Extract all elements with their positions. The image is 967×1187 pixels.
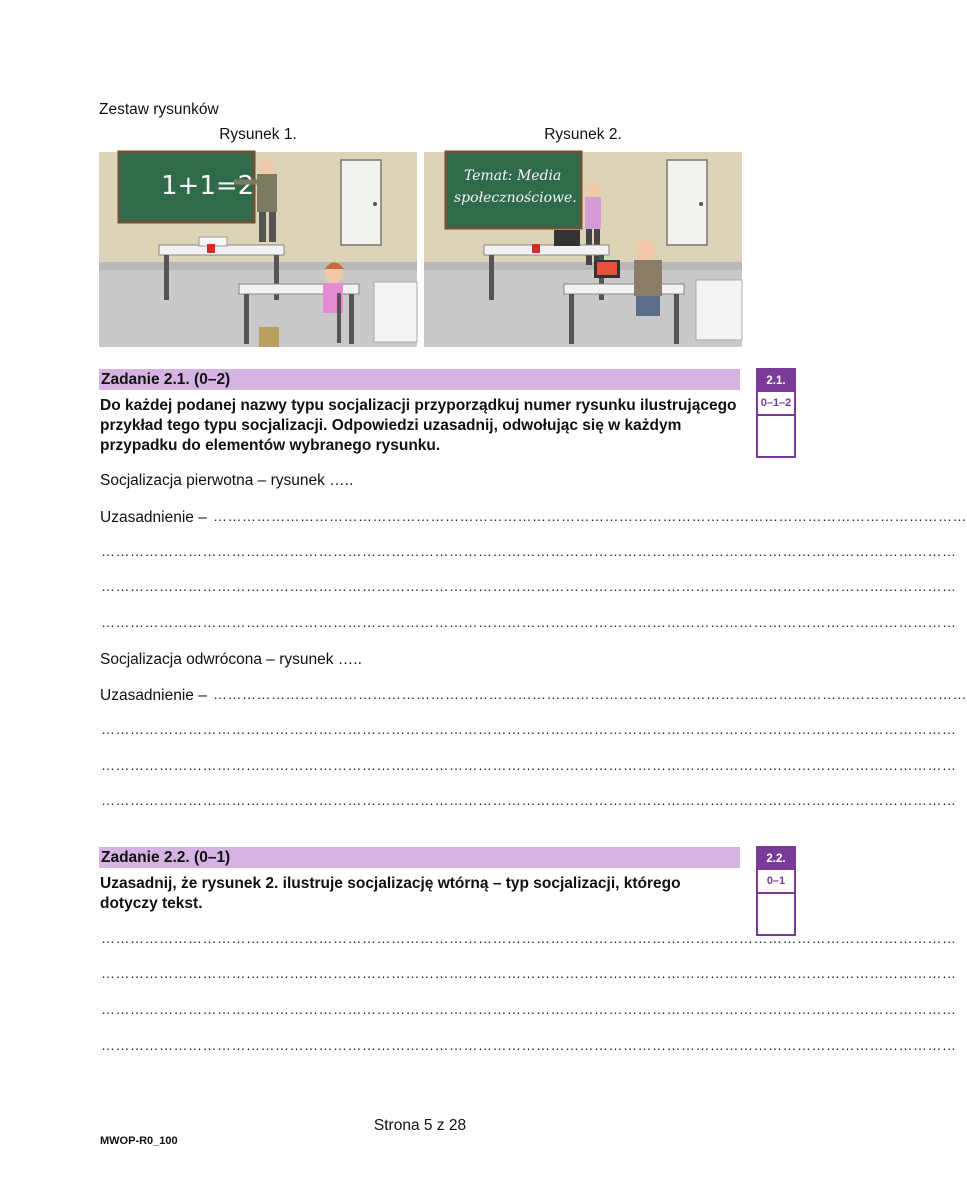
answer-line[interactable]: ……………………………………………………………………………………………………………………………………………………………: [101, 930, 957, 946]
task-2-1-instruction-line2: przykład tego typu socjalizacji. Odpowiedzi uzasadnij, odwołując się w każdym: [100, 417, 682, 434]
answer-line[interactable]: ……………………………………………………………………………………………………………………………………………………………: [101, 1001, 957, 1017]
answer-line[interactable]: …………………………………………………………………………………………………………………………………………: [213, 686, 967, 702]
teacher: [259, 158, 275, 174]
task-2-2-score-number: 2.2.: [758, 848, 794, 870]
task-2-1-part2-prompt: Socjalizacja odwrócona – rysunek …..: [100, 651, 362, 668]
task-2-1-instruction-line3: przypadku do elementów wybranego rysunku.: [100, 437, 441, 454]
task-2-2-header: Zadanie 2.2. (0–1): [99, 847, 740, 868]
board-text-line2: społecznościowe.: [454, 190, 577, 206]
task-2-1-part1-prompt: Socjalizacja pierwotna – rysunek …..: [100, 472, 354, 489]
task-2-1-part2-label: Uzasadnienie –: [100, 687, 207, 704]
figure-2-caption: Rysunek 2.: [544, 126, 622, 143]
answer-line[interactable]: ……………………………………………………………………………………………………………………………………………………………: [101, 1037, 957, 1053]
task-2-1-score-field[interactable]: [758, 416, 794, 456]
answer-line[interactable]: …………………………………………………………………………………………………………………………………………: [213, 508, 967, 524]
answer-line[interactable]: ……………………………………………………………………………………………………………………………………………………………: [101, 578, 957, 594]
page-number: Strona 5 z 28: [373, 1117, 467, 1134]
figure-1-illustration: [99, 152, 417, 347]
answer-line[interactable]: ……………………………………………………………………………………………………………………………………………………………: [101, 757, 957, 773]
task-2-1-instruction-line1: Do każdej podanej nazwy typu socjalizacji przyporządkuj numer rysunku ilustrującego: [100, 397, 737, 414]
figure-2-illustration: [424, 152, 742, 347]
task-2-1-score-range: 0–1–2: [758, 392, 794, 416]
young-teacher: [586, 183, 600, 197]
task-2-2-instruction-line1: Uzasadnij, że rysunek 2. ilustruje socjalizację wtórną – typ socjalizacji, którego: [100, 875, 681, 892]
answer-line[interactable]: ……………………………………………………………………………………………………………………………………………………………: [101, 614, 957, 630]
task-2-2-score-box: [756, 846, 796, 936]
figure-1-caption: Rysunek 1.: [219, 126, 297, 143]
answer-line[interactable]: ……………………………………………………………………………………………………………………………………………………………: [101, 721, 957, 737]
section-title: Zestaw rysunków: [99, 101, 219, 118]
task-2-2-score-field[interactable]: [758, 894, 794, 934]
answer-line[interactable]: ……………………………………………………………………………………………………………………………………………………………: [101, 543, 957, 559]
task-2-1-score-box: [756, 368, 796, 458]
document-code: MWOP-R0_100: [100, 1135, 178, 1147]
answer-line[interactable]: ……………………………………………………………………………………………………………………………………………………………: [101, 792, 957, 808]
task-2-1-header: Zadanie 2.1. (0–2): [99, 369, 740, 390]
task-2-1-score-number: 2.1.: [758, 370, 794, 392]
answer-line[interactable]: ……………………………………………………………………………………………………………………………………………………………: [101, 965, 957, 981]
task-2-2-instruction-line2: dotyczy tekst.: [100, 895, 203, 912]
board-text-line1: Temat: Media: [464, 168, 562, 184]
older-student: [636, 240, 656, 260]
board-text: 1+1=2: [161, 171, 255, 201]
task-2-2-score-range: 0–1: [758, 870, 794, 894]
task-2-1-part1-label: Uzasadnienie –: [100, 509, 207, 526]
